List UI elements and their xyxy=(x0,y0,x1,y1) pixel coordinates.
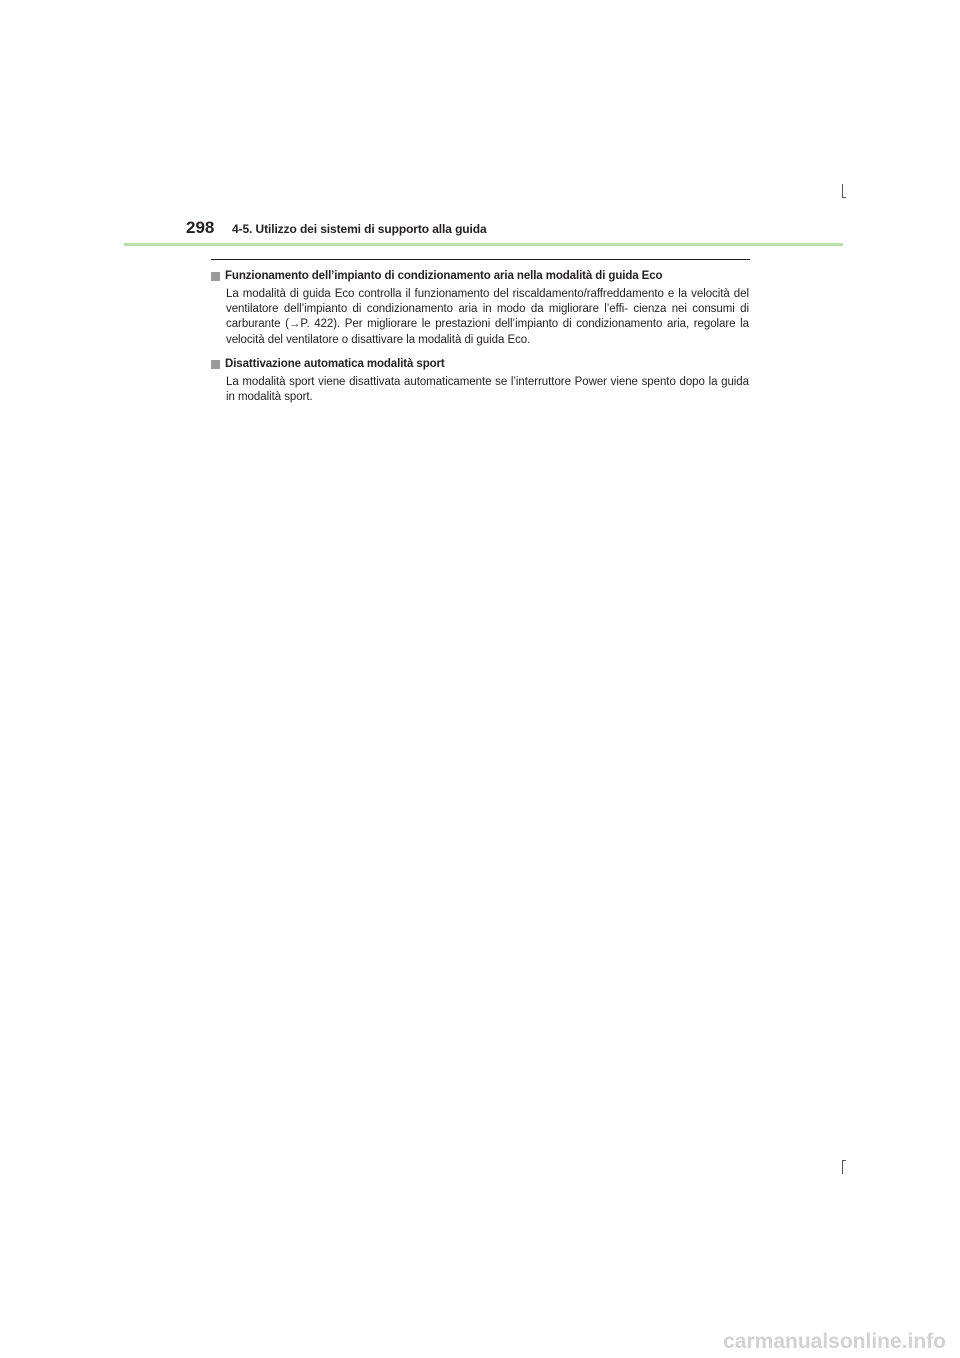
content-top-rule xyxy=(211,259,750,260)
watermark: carmanualsonline.info xyxy=(723,1330,946,1353)
info-item-sport-mode-deactivation xyxy=(211,356,749,405)
header-rule xyxy=(124,243,843,246)
square-bullet-icon xyxy=(211,272,220,281)
item-heading-text: Funzionamento dell’impianto di condizionamento aria nella modalità di guida Eco xyxy=(225,270,663,282)
item-body: La modalità di guida Eco controlla il funzionamento del riscaldamento/raffreddamento e la velocità del ventilatore dell’impianto di condizionamento aria in modo da migliorare l’effi- cienza nei consumi di carburante (→P. 422). Per migliorare le prestazioni dell’impianto di condizionamento aria, regolare la velocità del ventilatore o disattivare la modalità di guida Eco. xyxy=(226,288,749,346)
crop-mark-bottom-right-head xyxy=(842,1160,846,1161)
content-area xyxy=(211,268,749,413)
info-item-eco-air-conditioning xyxy=(211,268,749,348)
item-heading xyxy=(211,356,749,373)
item-body: La modalità sport viene disattivata automaticamente se l’interruttore Power viene spento dopo la guida in modalità sport. xyxy=(226,375,749,404)
crop-mark-top-right-foot xyxy=(842,197,846,198)
page-number: 298 xyxy=(186,218,215,237)
item-heading xyxy=(211,268,749,285)
square-bullet-icon xyxy=(211,360,220,369)
crop-mark-bottom-right xyxy=(842,1160,843,1174)
section-title: 4-5. Utilizzo dei sistemi di supporto alla guida xyxy=(232,222,487,236)
item-heading-text: Disattivazione automatica modalità sport xyxy=(225,357,445,370)
crop-mark-top-right xyxy=(842,184,843,198)
